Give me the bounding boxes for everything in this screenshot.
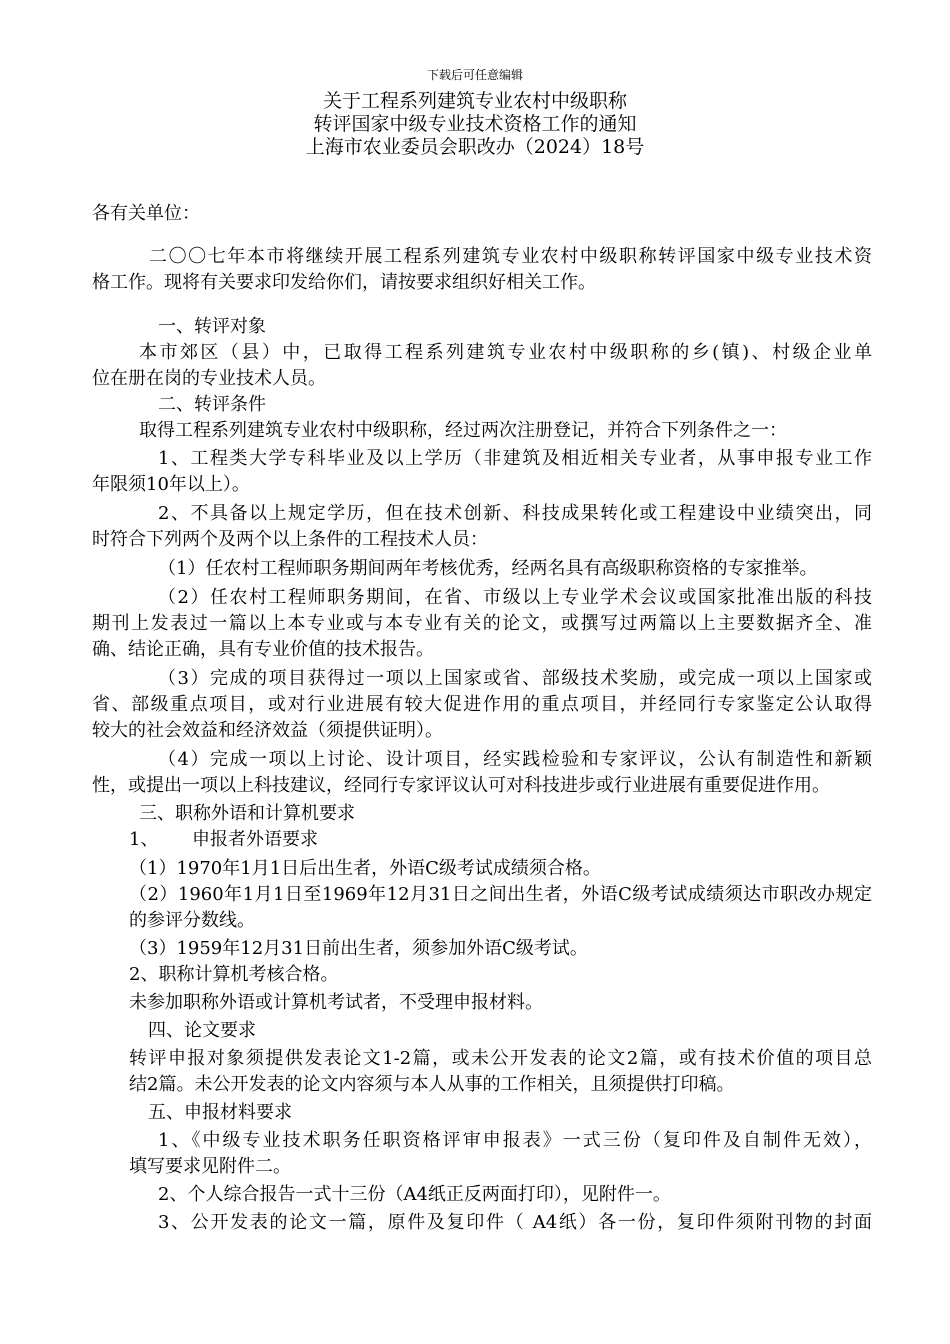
paragraph-line: 本市郊区（县）中，已取得工程系列建筑专业农村中级职称的乡(镇)、村级企业单: [139, 342, 872, 363]
paragraph-line: 1、工程类大学专科毕业及以上学历（非建筑及相近相关专业者，从事申报专业工作: [158, 448, 872, 469]
section-heading: 四、论文要求: [148, 1020, 256, 1041]
paragraph-line: （1）1970年1月1日后出生者，外语C级考试成绩须合格。: [129, 858, 601, 879]
paragraph-line: 的参评分数线。: [129, 910, 255, 931]
paragraph-line: 确、结论正确，具有专业价值的技术报告。: [92, 639, 434, 660]
paragraph-line: 年限须10年以上）。: [92, 474, 250, 495]
paragraph-line: 位在册在岗的专业技术人员。: [92, 368, 326, 389]
salutation: 各有关单位：: [92, 203, 200, 224]
title-line: 关于工程系列建筑专业农村中级职称: [322, 90, 627, 112]
section-heading: 三、职称外语和计算机要求: [139, 803, 355, 824]
title-line: 上海市农业委员会职改办（2024）18号: [305, 136, 645, 158]
section-heading: 二、转评条件: [158, 394, 266, 415]
paragraph-line: 未参加职称外语或计算机考试者，不受理申报材料。: [129, 992, 543, 1013]
paragraph-line: （4）完成一项以上讨论、设计项目，经实践检验和专家评议，公认有制造性和新颖: [158, 749, 872, 770]
paragraph-line: 2、职称计算机考核合格。: [129, 964, 339, 985]
item-number: 1、: [129, 829, 159, 850]
paragraph-line: 2、不具备以上规定学历，但在技术创新、科技成果转化或工程建设中业绩突出，同: [158, 503, 872, 524]
paragraph-line: 1、《中级专业技术职务任职资格评审申报表》一式三份（复印件及自制件无效），: [158, 1130, 872, 1151]
paragraph-line: （2）1960年1月1日至1969年12月31日之间出生者，外语C级考试成绩须达市职改办规定: [129, 884, 872, 905]
paragraph-line: （2）任农村工程师职务期间，在省、市级以上专业学术会议或国家批准出版的科技: [158, 587, 872, 608]
paragraph-line: 3、公开发表的论文一篇，原件及复印件（ A4纸）各一份，复印件须附刊物的封面: [158, 1212, 872, 1233]
intro-line: 格工作。现将有关要求印发给你们，请按要求组织好相关工作。: [92, 272, 596, 293]
paragraph-line: 2、个人综合报告一式十三份（A4纸正反两面打印），见附件一。: [158, 1184, 671, 1205]
section-heading: 五、申报材料要求: [148, 1102, 292, 1123]
download-note: 下载后可任意编辑: [426, 68, 523, 82]
paragraph-line: 结2篇。未公开发表的论文内容须与本人从事的工作相关，且须提供打印稿。: [129, 1074, 735, 1095]
paragraph-line: 期刊上发表过一篇以上本专业或与本专业有关的论文，或撰写过两篇以上主要数据齐全、准: [92, 613, 872, 634]
paragraph-line: 省、部级重点项目，或对行业进展有较大促进作用的重点项目，并经同行专家鉴定公认取得: [92, 694, 872, 715]
intro-line: 二〇〇七年本市将继续开展工程系列建筑专业农村中级职称转评国家中级专业技术资: [149, 246, 872, 267]
paragraph-line: （3）完成的项目获得过一项以上国家或省、部级技术奖励，或完成一项以上国家或: [158, 668, 872, 689]
document-title: [0, 90, 950, 159]
title-line: 转评国家中级专业技术资格工作的通知: [313, 113, 637, 135]
paragraph-line: 取得工程系列建筑专业农村中级职称，经过两次注册登记，并符合下列条件之一：: [139, 420, 787, 441]
paragraph-line: 转评申报对象须提供发表论文1-2篇，或未公开发表的论文2篇，或有技术价值的项目总: [129, 1048, 872, 1069]
paragraph-line: （1）任农村工程师职务期间两年考核优秀，经两名具有高级职称资格的专家推举。: [158, 558, 818, 579]
paragraph-line: 时符合下列两个及两个以上条件的工程技术人员：: [92, 529, 488, 550]
item-label: 申报者外语要求: [192, 829, 318, 850]
paragraph-line: 填写要求见附件二。: [129, 1156, 291, 1177]
paragraph-line: 较大的社会效益和经济效益（须提供证明）。: [92, 720, 443, 741]
section-heading: 一、转评对象: [158, 316, 266, 337]
paragraph-line: 性，或提出一项以上科技建议，经同行专家评议认可对科技进步或行业进展有重要促进作用。: [92, 775, 830, 796]
paragraph-line: （3）1959年12月31日前出生者，须参加外语C级考试。: [129, 938, 588, 959]
